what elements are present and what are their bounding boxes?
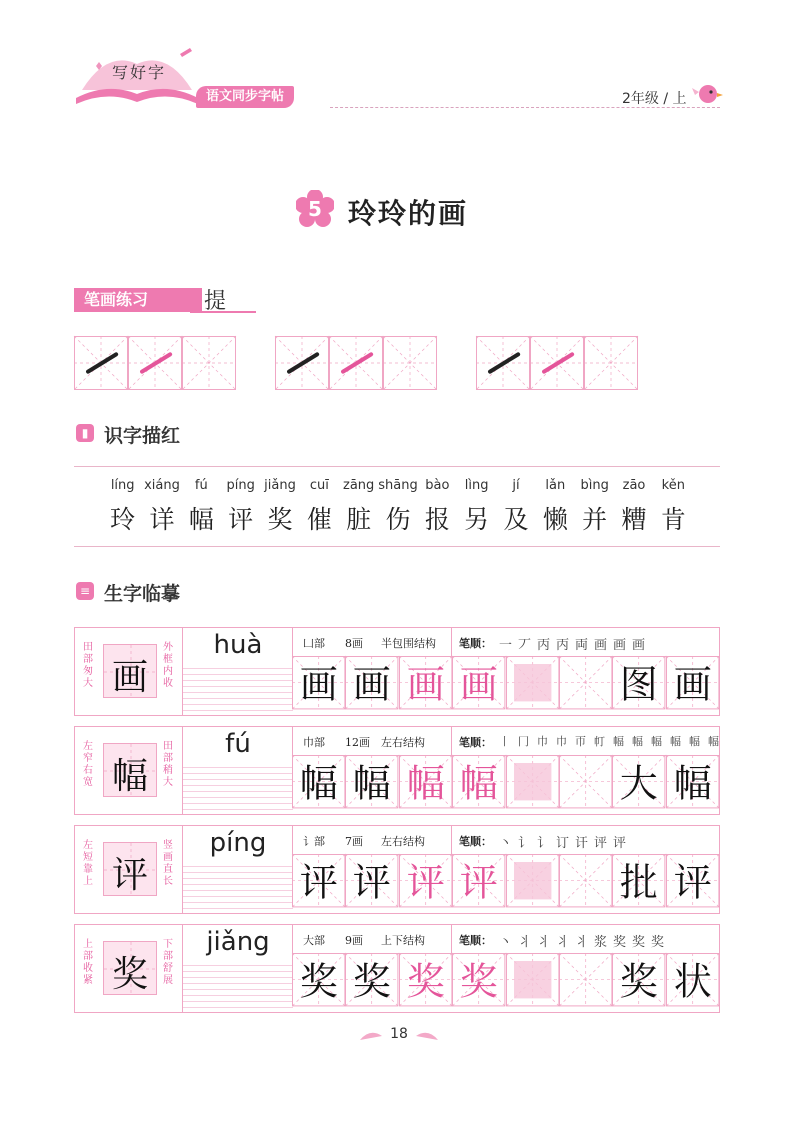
copy-row bbox=[74, 726, 720, 815]
bird-icon bbox=[690, 80, 724, 106]
faint-trace-mark bbox=[514, 664, 551, 701]
trace-character: 画 bbox=[459, 662, 498, 707]
pinyin: píng bbox=[209, 828, 267, 858]
stroke-order-step: 丆 bbox=[518, 638, 532, 653]
practice-cell[interactable] bbox=[292, 854, 345, 907]
structure-tip-right: 竖 画 直 长 bbox=[163, 840, 173, 887]
practice-cell[interactable] bbox=[506, 854, 559, 907]
practice-cell[interactable] bbox=[292, 656, 345, 709]
stroke-order-step: 幅 bbox=[689, 735, 700, 748]
pinyin-label: lìng bbox=[464, 478, 489, 493]
trace-character: 奖 bbox=[406, 959, 445, 1004]
trace-character: 幅 bbox=[406, 761, 445, 806]
practice-cell[interactable] bbox=[666, 953, 719, 1006]
trace-character: 画 bbox=[353, 662, 392, 707]
stroke-order-step: 冂 bbox=[518, 735, 529, 748]
trace-character: 糟 bbox=[621, 505, 647, 534]
practice-cell[interactable] bbox=[399, 656, 452, 709]
stroke-practice-label: 笔画练习 bbox=[74, 288, 202, 312]
practice-cell[interactable] bbox=[399, 854, 452, 907]
stroke-practice-cell[interactable] bbox=[530, 336, 584, 390]
copy-row bbox=[74, 825, 720, 914]
stroke-order-step: 丶 bbox=[499, 836, 513, 851]
lesson-number: 5 bbox=[308, 197, 322, 221]
word-character: 评 bbox=[673, 860, 712, 905]
pinyin: huà bbox=[213, 630, 263, 660]
stroke-practice-cell[interactable] bbox=[182, 336, 236, 390]
pinyin-label: fú bbox=[194, 478, 208, 493]
stroke-count: 7画 bbox=[345, 835, 363, 848]
pinyin: jiǎng bbox=[206, 927, 270, 957]
practice-cell[interactable] bbox=[612, 656, 665, 709]
practice-cell[interactable] bbox=[292, 755, 345, 808]
demo-character: 评 bbox=[111, 855, 148, 896]
char-info bbox=[292, 727, 720, 756]
demo-char-box bbox=[103, 941, 157, 995]
stroke-order-step: 丙 bbox=[556, 638, 570, 653]
word-character: 状 bbox=[673, 959, 712, 1004]
stroke-order-step: 幅 bbox=[651, 735, 662, 748]
stroke-order-step: 巾 bbox=[556, 735, 567, 748]
structure-tip-right: 田 部 稍 大 bbox=[163, 741, 173, 788]
stroke-order-step: 帄 bbox=[594, 735, 605, 748]
trace-character: 画 bbox=[299, 662, 338, 707]
stroke-order-step: 丙 bbox=[537, 638, 551, 653]
stroke-order-step: 评 bbox=[613, 836, 627, 851]
trace-character: 报 bbox=[424, 505, 450, 534]
practice-cell[interactable] bbox=[559, 953, 612, 1006]
pinyin-lines bbox=[182, 628, 293, 715]
practice-cell[interactable] bbox=[559, 755, 612, 808]
stroke-order-step: 丬 bbox=[556, 935, 570, 950]
stroke-order-step: 浆 bbox=[594, 935, 608, 950]
char-info bbox=[292, 628, 720, 657]
practice-cell[interactable] bbox=[506, 953, 559, 1006]
book-icon: ▮ bbox=[76, 424, 94, 442]
practice-cell[interactable] bbox=[452, 755, 505, 808]
divider-top bbox=[74, 466, 720, 467]
stroke-practice-cell[interactable] bbox=[329, 336, 383, 390]
pinyin-label: jiǎng bbox=[264, 478, 296, 493]
trace-character: 伤 bbox=[385, 505, 411, 534]
stroke-underline bbox=[190, 311, 256, 313]
pinyin-lines bbox=[182, 727, 293, 814]
stroke-order-step: 画 bbox=[632, 638, 646, 653]
trace-character: 幅 bbox=[188, 505, 214, 534]
stroke-order-label: 笔顺： bbox=[459, 835, 492, 848]
structure-tip-left: 左 窄 右 宽 bbox=[83, 741, 93, 788]
practice-cell[interactable] bbox=[666, 656, 719, 709]
pinyin-label: bào bbox=[425, 478, 450, 493]
structure-type: 左右结构 bbox=[381, 835, 425, 848]
trace-character: 评 bbox=[406, 860, 445, 905]
stroke-order-step: 丶 bbox=[499, 935, 513, 950]
copy-row bbox=[74, 627, 720, 716]
pinyin-lines bbox=[182, 925, 293, 1012]
pinyin-label: shāng bbox=[378, 478, 418, 493]
radical: 巾部 bbox=[303, 736, 325, 749]
trace-character: 另 bbox=[464, 505, 490, 534]
stroke-order-label: 笔顺： bbox=[459, 934, 492, 947]
stroke-order-step: 画 bbox=[594, 638, 608, 653]
pinyin-lines bbox=[182, 826, 293, 913]
stroke-order-step: 両 bbox=[575, 638, 589, 653]
structure-type: 上下结构 bbox=[381, 934, 425, 947]
trace-character: 奖 bbox=[299, 959, 338, 1004]
practice-cells bbox=[292, 854, 719, 913]
radical: 讠部 bbox=[303, 835, 325, 848]
practice-cells bbox=[292, 656, 719, 715]
word-character: 幅 bbox=[673, 761, 712, 806]
trace-character: 评 bbox=[353, 860, 392, 905]
practice-cells bbox=[292, 953, 719, 1012]
practice-cell[interactable] bbox=[559, 656, 612, 709]
pinyin-label: kěn bbox=[661, 478, 685, 493]
structure-tip-left: 田 部 匆 大 bbox=[83, 642, 93, 689]
faint-trace-mark bbox=[514, 763, 551, 800]
practice-cells bbox=[292, 755, 719, 814]
stroke-order-step: 丬 bbox=[537, 935, 551, 950]
structure-type: 半包围结构 bbox=[381, 637, 436, 650]
trace-character: 幅 bbox=[299, 761, 338, 806]
grade-label: 2年级 / 上 bbox=[622, 91, 687, 107]
demo-character: 幅 bbox=[111, 756, 148, 797]
demo-character: 奖 bbox=[111, 954, 148, 995]
trace-character: 评 bbox=[299, 860, 338, 905]
trace-character: 奖 bbox=[459, 959, 498, 1004]
demo-character: 画 bbox=[111, 657, 148, 698]
stroke-order-step: 丨 bbox=[499, 735, 510, 748]
stroke-order-label: 笔顺： bbox=[459, 736, 492, 749]
trace-character: 详 bbox=[149, 505, 175, 534]
divider-bottom bbox=[74, 546, 720, 547]
practice-cell[interactable] bbox=[559, 854, 612, 907]
stroke-order-step: 幅 bbox=[632, 735, 643, 748]
label-arrow bbox=[175, 288, 189, 312]
stroke-practice-cell[interactable] bbox=[128, 336, 182, 390]
trace-character: 玲 bbox=[110, 505, 136, 534]
stroke-order-step: 丬 bbox=[518, 935, 532, 950]
pinyin-label: zāng bbox=[343, 478, 375, 493]
practice-cell[interactable] bbox=[452, 656, 505, 709]
notebook-icon: ≡ bbox=[76, 582, 94, 600]
practice-cell[interactable] bbox=[612, 953, 665, 1006]
trace-character: 并 bbox=[582, 505, 608, 534]
word-character: 图 bbox=[620, 662, 659, 707]
pinyin-label: cuī bbox=[309, 478, 329, 493]
stroke-order-step: 幅 bbox=[670, 735, 681, 748]
stroke-count: 8画 bbox=[345, 637, 363, 650]
practice-cell[interactable] bbox=[345, 953, 398, 1006]
structure-tip-left: 上 部 收 紧 bbox=[83, 939, 93, 986]
stroke-order-step: 奖 bbox=[613, 935, 627, 950]
stroke-practice-cell[interactable] bbox=[74, 336, 128, 390]
stroke-order-step: 丬 bbox=[575, 935, 589, 950]
trace-character: 肯 bbox=[660, 505, 686, 534]
lesson-title: 玲玲的画 bbox=[348, 197, 469, 230]
pinyin-label: líng bbox=[110, 478, 135, 493]
word-character: 奖 bbox=[620, 959, 659, 1004]
stroke-count: 12画 bbox=[345, 736, 370, 749]
word-character: 批 bbox=[620, 860, 659, 905]
faint-trace-mark bbox=[514, 862, 551, 899]
recognize-section-title: 识字描红 bbox=[104, 425, 181, 447]
structure-tip-left: 左 短 靠 上 bbox=[83, 840, 93, 887]
pinyin: fú bbox=[225, 729, 251, 759]
stroke-practice-cell[interactable] bbox=[584, 336, 638, 390]
stroke-order-step: 评 bbox=[594, 836, 608, 851]
stroke-order-step: 讠 bbox=[518, 836, 532, 851]
stroke-order-step: 画 bbox=[613, 638, 627, 653]
char-info bbox=[292, 826, 720, 855]
practice-cell[interactable] bbox=[345, 755, 398, 808]
stroke-order-step: 奖 bbox=[632, 935, 646, 950]
word-character: 大 bbox=[620, 761, 659, 806]
radical: 大部 bbox=[303, 934, 325, 947]
char-info bbox=[292, 925, 720, 954]
faint-trace-mark bbox=[514, 961, 551, 998]
demo-char-box bbox=[103, 644, 157, 698]
book-subtitle: 语文同步字帖 bbox=[196, 86, 294, 108]
practice-cell[interactable] bbox=[506, 755, 559, 808]
trace-character: 懒 bbox=[542, 505, 568, 534]
practice-cell[interactable] bbox=[506, 656, 559, 709]
stroke-order-step: 帀 bbox=[575, 735, 586, 748]
practice-cell[interactable] bbox=[666, 755, 719, 808]
stroke-order-step: 一 bbox=[499, 638, 513, 653]
trace-character: 催 bbox=[306, 505, 332, 534]
stroke-name: 提 bbox=[204, 289, 227, 314]
stroke-order-step: 讠 bbox=[537, 836, 551, 851]
trace-character: 奖 bbox=[353, 959, 392, 1004]
practice-cell[interactable] bbox=[399, 953, 452, 1006]
page-number: 18 bbox=[390, 1026, 408, 1042]
stroke-order-step: 订 bbox=[556, 836, 570, 851]
brand-title: 写好字 bbox=[112, 63, 167, 82]
copy-row bbox=[74, 924, 720, 1013]
pinyin-row bbox=[103, 478, 693, 494]
stroke-count: 9画 bbox=[345, 934, 363, 947]
pinyin-label: xiáng bbox=[144, 478, 180, 493]
practice-cell[interactable] bbox=[345, 656, 398, 709]
structure-tip-right: 外 框 内 收 bbox=[163, 642, 173, 689]
practice-cell[interactable] bbox=[399, 755, 452, 808]
practice-cell[interactable] bbox=[666, 854, 719, 907]
stroke-order-step: 巾 bbox=[537, 735, 548, 748]
pinyin-label: jí bbox=[512, 478, 520, 493]
trace-character: 评 bbox=[228, 505, 254, 534]
pinyin-label: lǎn bbox=[545, 478, 566, 493]
practice-cell[interactable] bbox=[292, 953, 345, 1006]
practice-cell[interactable] bbox=[345, 854, 398, 907]
structure-tip-right: 下 部 舒 展 bbox=[163, 939, 173, 986]
practice-cell[interactable] bbox=[452, 854, 505, 907]
radical: 凵部 bbox=[303, 637, 325, 650]
stroke-order-step: 奖 bbox=[651, 935, 665, 950]
structure-type: 左右结构 bbox=[381, 736, 425, 749]
demo-char-box bbox=[103, 743, 157, 797]
trace-chars-row bbox=[103, 500, 693, 536]
stroke-practice-cell[interactable] bbox=[383, 336, 437, 390]
practice-cell[interactable] bbox=[612, 854, 665, 907]
practice-cell[interactable] bbox=[612, 755, 665, 808]
stroke-practice-cell[interactable] bbox=[476, 336, 530, 390]
stroke-practice-cell[interactable] bbox=[275, 336, 329, 390]
word-character: 画 bbox=[673, 662, 712, 707]
lesson-number-badge bbox=[296, 190, 334, 228]
trace-character: 幅 bbox=[353, 761, 392, 806]
pinyin-label: píng bbox=[226, 478, 255, 493]
trace-character: 画 bbox=[406, 662, 445, 707]
pinyin-label: bìng bbox=[580, 478, 609, 493]
trace-character: 奖 bbox=[267, 505, 293, 534]
stroke-order-step: 讦 bbox=[575, 836, 589, 851]
trace-character: 幅 bbox=[459, 761, 498, 806]
demo-char-box bbox=[103, 842, 157, 896]
stroke-order-label: 笔顺： bbox=[459, 637, 492, 650]
practice-cell[interactable] bbox=[452, 953, 505, 1006]
copy-section-title: 生字临摹 bbox=[104, 583, 181, 605]
pinyin-label: zāo bbox=[622, 478, 646, 493]
stroke-order-step: 幅 bbox=[613, 735, 624, 748]
trace-character: 及 bbox=[503, 505, 529, 534]
trace-character: 脏 bbox=[346, 505, 372, 534]
trace-character: 评 bbox=[459, 860, 498, 905]
stroke-order-step: 幅 bbox=[708, 735, 719, 748]
